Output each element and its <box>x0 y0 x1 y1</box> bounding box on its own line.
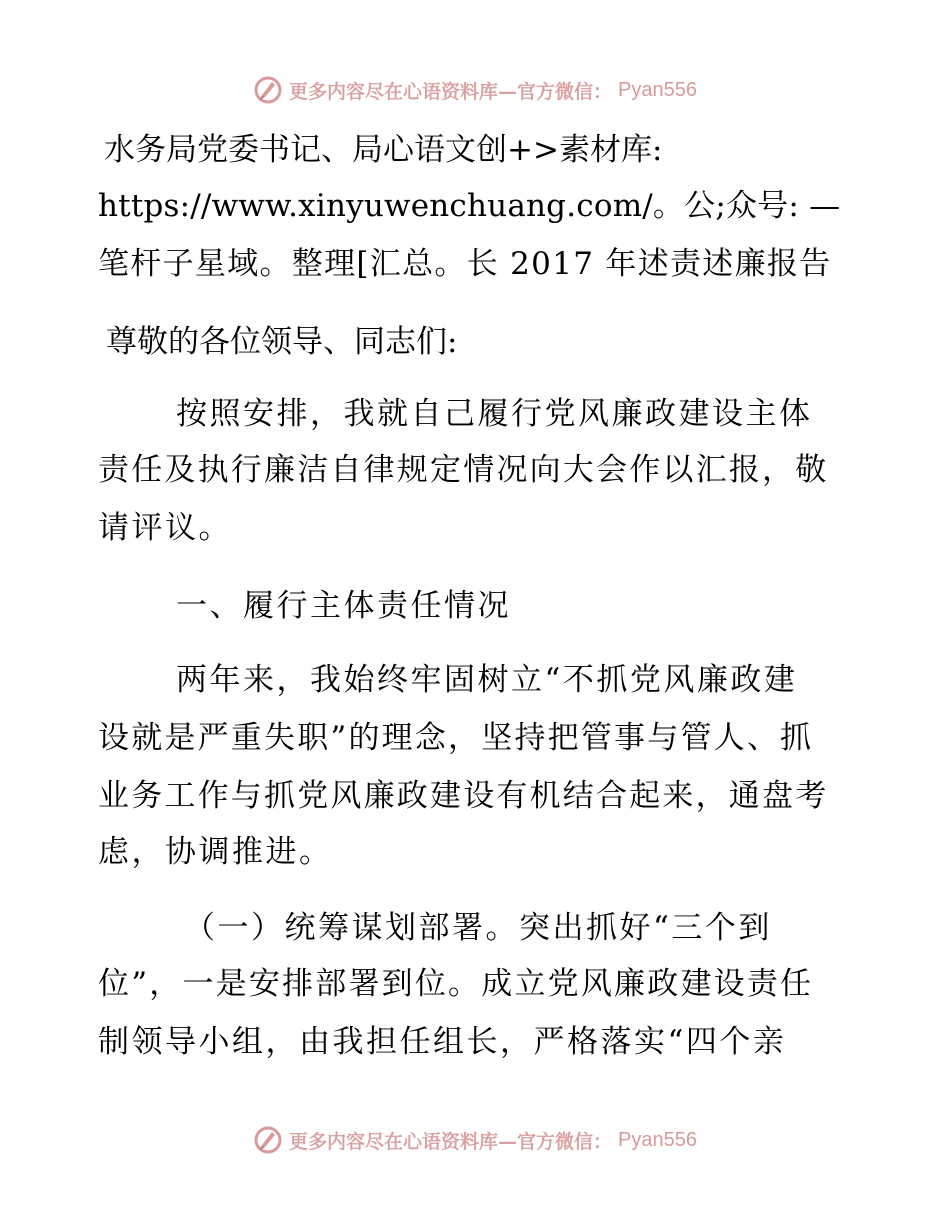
header-watermark-banner <box>0 70 950 110</box>
title-line-3: 笔杆子星域。整理[汇总。长 2017 年述责述廉报告 <box>98 246 832 282</box>
body-line: 业务工作与抓党风廉政建设有机结合起来，通盘考 <box>98 778 829 814</box>
banner-brand: Pyan556 <box>618 78 697 101</box>
banner-brand: Pyan556 <box>618 1128 697 1151</box>
body-line: 虑，协调推进。 <box>98 834 333 870</box>
body-line: 制领导小组，由我担任组长，严格落实“四个亲 <box>98 1024 787 1060</box>
body-line: 两年来，我始终牢固树立“不抓党风廉政建 <box>176 662 798 698</box>
body-line: 请评议。 <box>98 510 232 546</box>
brush-logo-icon <box>253 1125 283 1155</box>
banner-text: 更多内容尽在心语资料库—官方微信： <box>289 1130 613 1153</box>
section-heading: 一、履行主体责任情况 <box>176 588 511 624</box>
body-line: 位”，一是安排部署到位。成立党风廉政建设责任 <box>98 966 814 1002</box>
title-line-2: https://www.xinyuwenchuang.com/。公;众号: — <box>98 188 841 224</box>
banner-text: 更多内容尽在心语资料库—官方微信： <box>289 80 613 103</box>
body-line: 设就是严重失职”的理念，坚持把管事与管人、抓 <box>98 720 814 756</box>
title-line-1: 水务局党委书记、局心语文创+>素材库: <box>104 132 663 168</box>
body-line: 责任及执行廉洁自律规定情况向大会作以汇报，敬 <box>98 452 829 488</box>
body-line: 按照安排，我就自己履行党风廉政建设主体 <box>176 396 813 432</box>
salutation: 尊敬的各位领导、同志们: <box>106 324 458 360</box>
brush-logo-icon <box>253 75 283 105</box>
subsection-line: （一）统筹谋划部署。突出抓好“三个到 <box>184 910 772 946</box>
footer-watermark-banner <box>0 1120 950 1160</box>
